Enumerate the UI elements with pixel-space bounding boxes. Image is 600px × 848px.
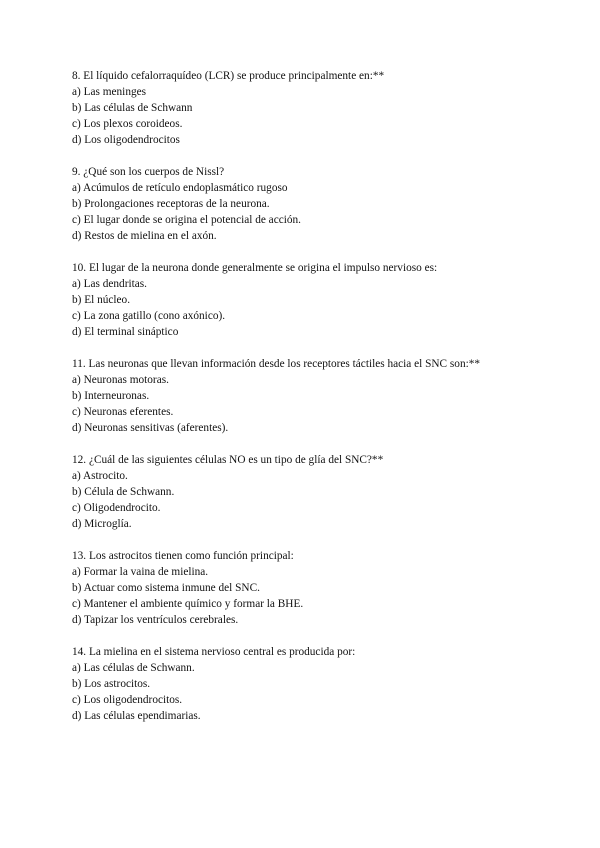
answer-option-a: a) Formar la vaina de mielina. [72, 566, 209, 578]
answer-option-c: c) Oligodendrocito. [72, 502, 161, 514]
question-stem: 12. ¿Cuál de las siguientes células NO es un tipo de glía del SNC?** [72, 454, 384, 466]
question-12 [72, 452, 572, 532]
document-page [72, 68, 572, 740]
question-stem: 13. Los astrocitos tienen como función principal: [72, 550, 294, 562]
answer-option-b: b) El núcleo. [72, 294, 131, 306]
question-14 [72, 644, 572, 724]
question-stem: 14. La mielina en el sistema nervioso central es producida por: [72, 646, 356, 658]
answer-option-c: c) Los plexos coroideos. [72, 118, 183, 130]
answer-option-c: c) Los oligodendrocitos. [72, 694, 183, 706]
answer-option-c: c) El lugar donde se origina el potencial de acción. [72, 214, 301, 226]
answer-option-a: a) Las meninges [72, 86, 147, 98]
answer-option-d: d) Microglía. [72, 518, 132, 530]
answer-option-d: d) Neuronas sensitivas (aferentes). [72, 422, 229, 434]
question-8 [72, 68, 572, 148]
answer-option-b: b) Los astrocitos. [72, 678, 151, 690]
answer-option-a: a) Neuronas motoras. [72, 374, 169, 386]
question-stem: 10. El lugar de la neurona donde generalmente se origina el impulso nervioso es: [72, 262, 438, 274]
answer-option-d: d) Restos de mielina en el axón. [72, 230, 217, 242]
answer-option-d: d) El terminal sináptico [72, 326, 179, 338]
question-13 [72, 548, 572, 628]
answer-option-a: a) Astrocito. [72, 470, 128, 482]
answer-option-d: d) Las células ependimarias. [72, 710, 201, 722]
answer-option-b: b) Interneuronas. [72, 390, 150, 402]
answer-option-a: a) Las células de Schwann. [72, 662, 195, 674]
question-stem: 11. Las neuronas que llevan información desde los receptores táctiles hacia el SNC son:** [72, 358, 481, 370]
answer-option-c: c) Mantener el ambiente químico y formar la BHE. [72, 598, 304, 610]
question-stem: 8. El líquido cefalorraquídeo (LCR) se produce principalmente en:** [72, 70, 385, 82]
answer-option-a: a) Las dendritas. [72, 278, 147, 290]
question-9 [72, 164, 572, 244]
answer-option-d: d) Los oligodendrocitos [72, 134, 180, 146]
question-11 [72, 356, 572, 436]
answer-option-b: b) Prolongaciones receptoras de la neurona. [72, 198, 270, 210]
answer-option-b: b) Las células de Schwann [72, 102, 193, 114]
answer-option-d: d) Tapizar los ventrículos cerebrales. [72, 614, 239, 626]
answer-option-c: c) Neuronas eferentes. [72, 406, 174, 418]
answer-option-b: b) Actuar como sistema inmune del SNC. [72, 582, 260, 594]
question-stem: 9. ¿Qué son los cuerpos de Nissl? [72, 166, 225, 178]
answer-option-b: b) Célula de Schwann. [72, 486, 175, 498]
answer-option-c: c) La zona gatillo (cono axónico). [72, 310, 226, 322]
answer-option-a: a) Acúmulos de retículo endoplasmático rugoso [72, 182, 288, 194]
question-10 [72, 260, 572, 340]
